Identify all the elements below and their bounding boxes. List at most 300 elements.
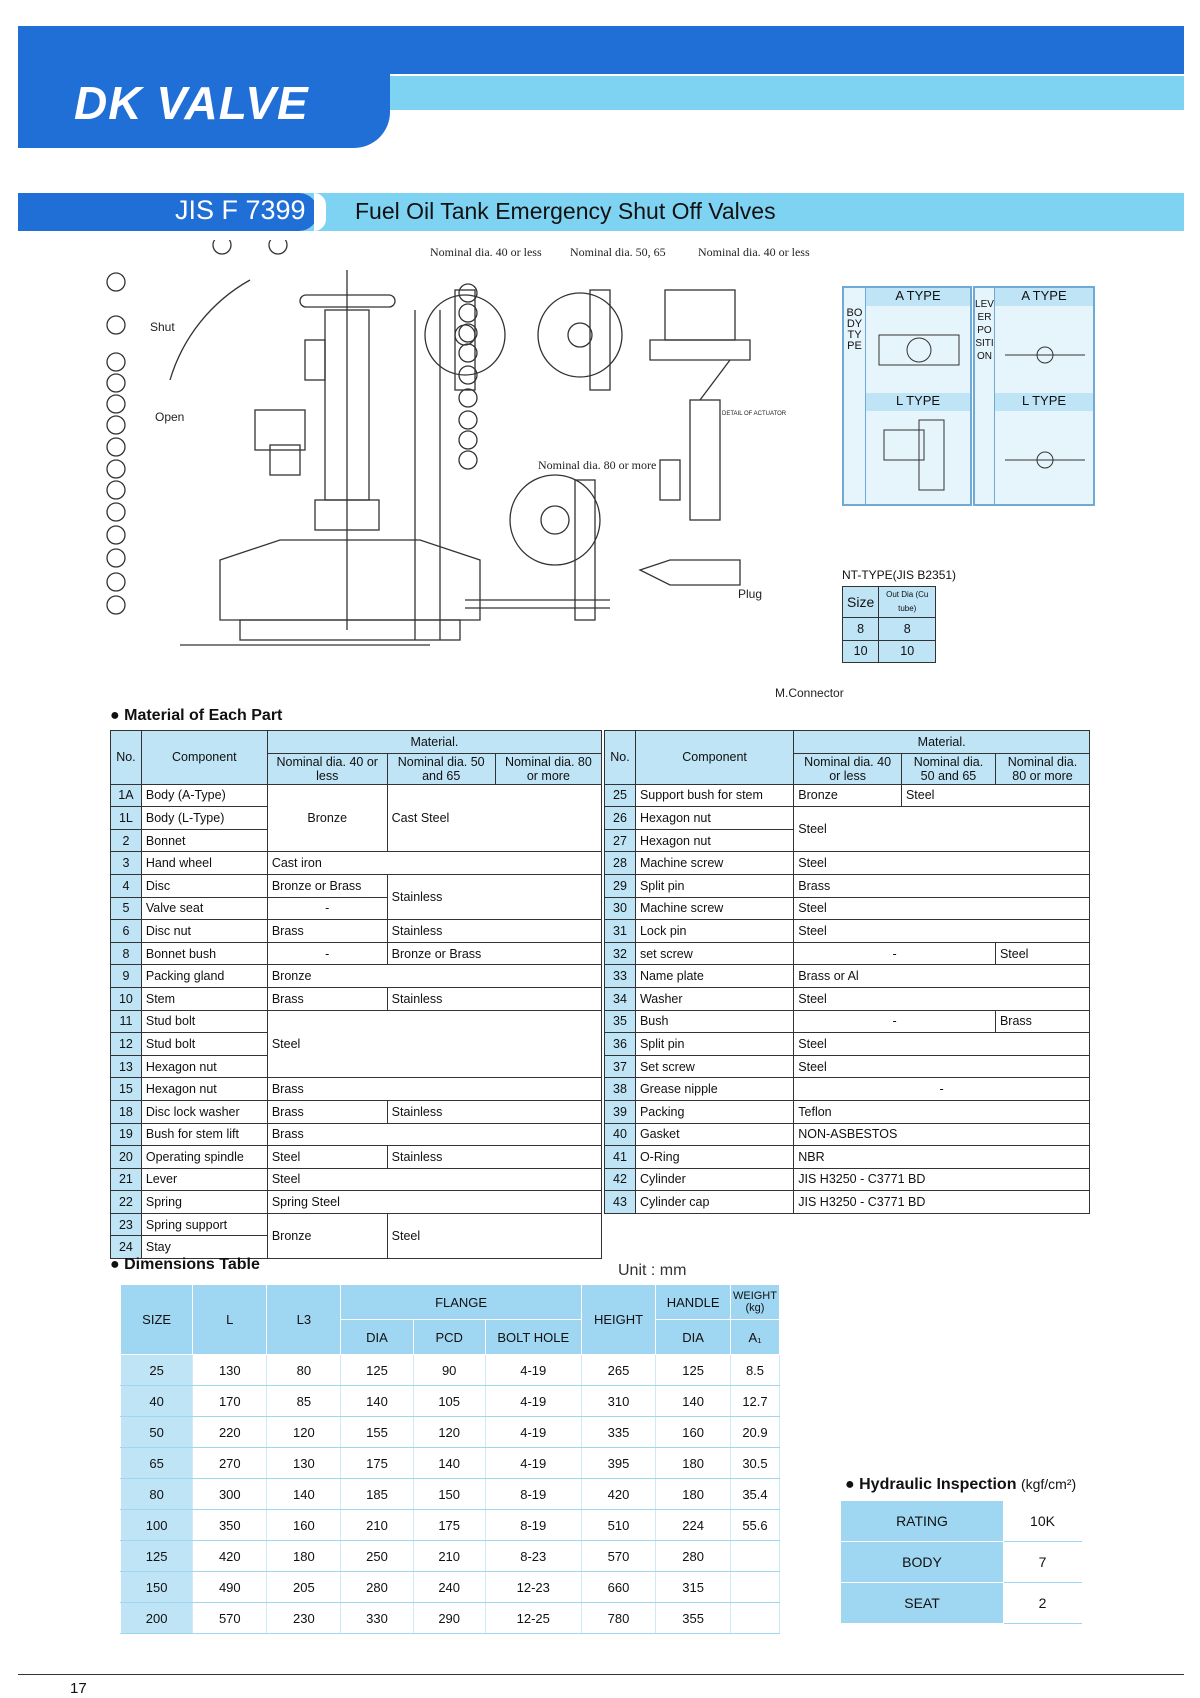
table-row (121, 1541, 780, 1572)
material-cell: Steel (267, 1146, 387, 1169)
part-name: Valve seat (141, 897, 267, 920)
part-name: Gasket (635, 1123, 793, 1146)
dim-value-cell: 265 (581, 1355, 656, 1386)
table-row (121, 1448, 780, 1479)
part-name: Split pin (635, 1033, 793, 1056)
part-name: Bonnet bush (141, 942, 267, 965)
material-cell: Brass (267, 1123, 601, 1146)
dim-col-weight-sub: A₁ (730, 1320, 779, 1355)
dim-value-cell: 4-19 (485, 1417, 581, 1448)
table-row (605, 920, 1090, 943)
dim-value-cell: 90 (413, 1355, 485, 1386)
material-cell: JIS H3250 - C3771 BD (794, 1168, 1090, 1191)
material-cell: Brass (995, 1010, 1089, 1033)
table-row (121, 1572, 780, 1603)
table-row (121, 1603, 780, 1634)
table-row (605, 965, 1090, 988)
part-no: 6 (111, 920, 142, 943)
part-name: Packing (635, 1100, 793, 1123)
dim-value-cell: 310 (581, 1386, 656, 1417)
material-cell: Brass (267, 920, 387, 943)
table-row (605, 807, 1090, 830)
part-name: Disc nut (141, 920, 267, 943)
material-cell: Bronze (794, 784, 902, 807)
dim-value-cell (730, 1572, 779, 1603)
dim-value-cell: 660 (581, 1572, 656, 1603)
table-row (111, 965, 602, 988)
table-row (121, 1510, 780, 1541)
materials-section-title: ● Material of Each Part (110, 707, 283, 724)
dim-value-cell: 140 (656, 1386, 731, 1417)
part-no: 43 (605, 1191, 636, 1214)
material-cell: Stainless (387, 987, 601, 1010)
part-name: Hand wheel (141, 852, 267, 875)
hydraulic-key: SEAT (841, 1583, 1004, 1624)
part-name: Support bush for stem (635, 784, 793, 807)
material-cell: Brass (794, 874, 1090, 897)
dim-value-cell: 175 (341, 1448, 413, 1479)
part-name: Hexagon nut (635, 829, 793, 852)
dim-value-cell (730, 1603, 779, 1634)
dim-col-dia: DIA (341, 1320, 413, 1355)
dim-value-cell: 120 (267, 1417, 341, 1448)
dim-value-cell: 4-19 (485, 1448, 581, 1479)
table-row (605, 1010, 1090, 1033)
part-no: 1L (111, 807, 142, 830)
dim-value-cell: 130 (267, 1448, 341, 1479)
dim-value-cell: 155 (341, 1417, 413, 1448)
label-nominal-80: Nominal dia. 80 or more (538, 458, 657, 472)
dim-value-cell: 780 (581, 1603, 656, 1634)
dim-value-cell: 270 (193, 1448, 267, 1479)
dim-value-cell: 80 (267, 1355, 341, 1386)
header-accent-bar (390, 76, 1184, 110)
dim-value-cell: 180 (656, 1448, 731, 1479)
part-name: Stud bolt (141, 1033, 267, 1056)
dim-value-cell: 180 (656, 1479, 731, 1510)
part-no: 13 (111, 1055, 142, 1078)
dim-value-cell: 8-19 (485, 1479, 581, 1510)
part-name: Packing gland (141, 965, 267, 988)
table-row (111, 1010, 602, 1033)
dim-size-cell: 65 (121, 1448, 193, 1479)
table-row (111, 1213, 602, 1236)
table-row (111, 1146, 602, 1169)
label-shut: Shut (150, 320, 175, 334)
lever-position-panel (973, 286, 1095, 506)
dim-value-cell: 250 (341, 1541, 413, 1572)
dim-value-cell: 4-19 (485, 1355, 581, 1386)
material-cell: Teflon (794, 1100, 1090, 1123)
part-no: 3 (111, 852, 142, 875)
part-name: Bonnet (141, 829, 267, 852)
part-no: 20 (111, 1146, 142, 1169)
dim-col-flange: FLANGE (341, 1285, 581, 1320)
label-nominal-40-b: Nominal dia. 40 or less (698, 245, 810, 259)
material-cell: NBR (794, 1146, 1090, 1169)
part-no: 24 (111, 1236, 142, 1259)
dim-value-cell: 140 (267, 1479, 341, 1510)
header-bar (18, 26, 1184, 74)
part-no: 30 (605, 897, 636, 920)
dim-value-cell: 30.5 (730, 1448, 779, 1479)
part-name: Body (A-Type) (141, 784, 267, 807)
dim-value-cell: 170 (193, 1386, 267, 1417)
dim-value-cell: 280 (341, 1572, 413, 1603)
table-row (111, 874, 602, 897)
hydraulic-unit: (kgf/cm²) (1020, 1476, 1077, 1492)
part-no: 8 (111, 942, 142, 965)
table-row (111, 1191, 602, 1214)
dim-col-pcd: PCD (413, 1320, 485, 1355)
material-cell: Spring Steel (267, 1191, 601, 1214)
material-cell: Steel (794, 1033, 1090, 1056)
hydraulic-value: 7 (1004, 1542, 1082, 1583)
dim-value-cell: 125 (656, 1355, 731, 1386)
dim-col-handle: HANDLE (656, 1285, 731, 1320)
part-no: 9 (111, 965, 142, 988)
dim-value-cell: 224 (656, 1510, 731, 1541)
col-material: Material. (267, 731, 601, 754)
table-row (605, 987, 1090, 1010)
col-nd-80: Nominal dia. 80 or more (495, 753, 601, 784)
table-row (605, 1123, 1090, 1146)
part-name: Cylinder cap (635, 1191, 793, 1214)
hydraulic-section-title: ● Hydraulic Inspection (kgf/cm²) (845, 1476, 1077, 1493)
part-no: 22 (111, 1191, 142, 1214)
dim-value-cell: 150 (413, 1479, 485, 1510)
part-name: Stud bolt (141, 1010, 267, 1033)
material-cell: Steel (794, 987, 1090, 1010)
part-no: 31 (605, 920, 636, 943)
material-cell: Steel (794, 807, 1090, 852)
dim-size-cell: 80 (121, 1479, 193, 1510)
table-row (605, 897, 1090, 920)
material-cell: Steel (794, 852, 1090, 875)
dim-value-cell: 160 (267, 1510, 341, 1541)
table-row (111, 784, 602, 807)
dim-value-cell: 395 (581, 1448, 656, 1479)
dim-value-cell: 290 (413, 1603, 485, 1634)
dim-size-cell: 150 (121, 1572, 193, 1603)
materials-title-text: Material of Each Part (124, 707, 283, 724)
table-row (841, 1542, 1082, 1583)
lever-position-sketch (1000, 310, 1090, 500)
part-no: 35 (605, 1010, 636, 1033)
dimensions-title-text: Dimensions Table (124, 1256, 260, 1273)
material-cell: Steel (267, 1010, 601, 1078)
dim-value-cell: 8-19 (485, 1510, 581, 1541)
table-row (121, 1479, 780, 1510)
part-no: 42 (605, 1168, 636, 1191)
dim-value-cell: 175 (413, 1510, 485, 1541)
col-material: Material. (794, 731, 1090, 754)
nt-outdia-cell: 8 (879, 618, 936, 641)
part-name: Set screw (635, 1055, 793, 1078)
dim-value-cell: 210 (341, 1510, 413, 1541)
dimensions-section-title: ● Dimensions Table (110, 1256, 260, 1273)
material-cell: Stainless (387, 1146, 601, 1169)
material-cell: Cast iron (267, 852, 601, 875)
dim-size-cell: 25 (121, 1355, 193, 1386)
materials-table-left (110, 730, 602, 1259)
material-cell: - (794, 1010, 996, 1033)
table-row (605, 784, 1090, 807)
part-name: Spring (141, 1191, 267, 1214)
label-open: Open (155, 410, 185, 424)
table-row (111, 1123, 602, 1146)
dim-value-cell: 210 (413, 1541, 485, 1572)
dim-value-cell: 300 (193, 1479, 267, 1510)
dim-value-cell: 105 (413, 1386, 485, 1417)
col-nd-80: Nominal dia. 80 or more (995, 753, 1089, 784)
material-cell: Steel (995, 942, 1089, 965)
part-no: 29 (605, 874, 636, 897)
table-row (841, 1501, 1082, 1542)
footer-rule (18, 1674, 1184, 1675)
dim-value-cell: 220 (193, 1417, 267, 1448)
table-row (841, 1583, 1082, 1624)
material-cell: Stainless (387, 1100, 601, 1123)
material-cell: Brass (267, 1100, 387, 1123)
material-cell: Steel (267, 1168, 601, 1191)
part-name: Split pin (635, 874, 793, 897)
part-no: 23 (111, 1213, 142, 1236)
material-cell: - (267, 942, 387, 965)
part-name: Lock pin (635, 920, 793, 943)
pill-edge (314, 193, 326, 231)
part-name: O-Ring (635, 1146, 793, 1169)
material-cell: Steel (794, 897, 1090, 920)
hydraulic-table (840, 1500, 1082, 1624)
dim-value-cell: 330 (341, 1603, 413, 1634)
dim-value-cell: 35.4 (730, 1479, 779, 1510)
table-row (605, 1078, 1090, 1101)
label-nominal-50-65: Nominal dia. 50, 65 (570, 245, 666, 259)
dim-value-cell: 160 (656, 1417, 731, 1448)
material-cell: - (794, 942, 996, 965)
lever-position-side-title: LEVER POSITION (975, 288, 995, 504)
table-row (605, 1100, 1090, 1123)
dimensions-body (121, 1355, 780, 1634)
brand-title: DK VALVE (74, 77, 309, 129)
part-name: Name plate (635, 965, 793, 988)
dimensions-unit: Unit : mm (618, 1262, 687, 1279)
part-name: Disc lock washer (141, 1100, 267, 1123)
part-no: 37 (605, 1055, 636, 1078)
nt-size-cell: 10 (843, 640, 879, 663)
part-no: 15 (111, 1078, 142, 1101)
material-cell: Bronze or Brass (387, 942, 601, 965)
dim-value-cell: 125 (341, 1355, 413, 1386)
dim-value-cell: 185 (341, 1479, 413, 1510)
dim-value-cell: 12-25 (485, 1603, 581, 1634)
part-no: 36 (605, 1033, 636, 1056)
part-name: Operating spindle (141, 1146, 267, 1169)
dim-value-cell (730, 1541, 779, 1572)
nt-outdia-cell: 10 (879, 640, 936, 663)
part-name: Bush for stem lift (141, 1123, 267, 1146)
part-no: 32 (605, 942, 636, 965)
table-row (111, 1168, 602, 1191)
dim-value-cell: 140 (341, 1386, 413, 1417)
part-no: 34 (605, 987, 636, 1010)
material-cell: JIS H3250 - C3771 BD (794, 1191, 1090, 1214)
part-no: 39 (605, 1100, 636, 1123)
part-no: 40 (605, 1123, 636, 1146)
dim-value-cell: 55.6 (730, 1510, 779, 1541)
material-cell: Stainless (387, 874, 601, 919)
table-row (605, 1146, 1090, 1169)
body-type-panel (842, 286, 972, 506)
hydraulic-key: BODY (841, 1542, 1004, 1583)
table-row (121, 1417, 780, 1448)
dim-size-cell: 100 (121, 1510, 193, 1541)
part-no: 21 (111, 1168, 142, 1191)
part-name: Body (L-Type) (141, 807, 267, 830)
part-name: Hexagon nut (141, 1055, 267, 1078)
part-name: Hexagon nut (141, 1078, 267, 1101)
dim-col-weight: WEIGHT (kg) (730, 1285, 779, 1320)
table-row (111, 1100, 602, 1123)
dim-col-height: HEIGHT (581, 1285, 656, 1355)
standard-code: JIS F 7399 (175, 195, 306, 225)
material-cell: Brass (267, 1078, 601, 1101)
part-no: 25 (605, 784, 636, 807)
body-type-a-label: A TYPE (866, 288, 970, 306)
material-cell: Steel (387, 1213, 601, 1258)
dim-col-size: SIZE (121, 1285, 193, 1355)
part-name: Washer (635, 987, 793, 1010)
col-no: No. (111, 731, 142, 785)
part-no: 38 (605, 1078, 636, 1101)
part-no: 27 (605, 829, 636, 852)
part-name: Machine screw (635, 852, 793, 875)
dim-value-cell: 280 (656, 1541, 731, 1572)
dim-value-cell: 350 (193, 1510, 267, 1541)
part-name: Spring support (141, 1213, 267, 1236)
dim-value-cell: 180 (267, 1541, 341, 1572)
hydraulic-value: 2 (1004, 1583, 1082, 1624)
part-name: Stay (141, 1236, 267, 1259)
label-m-connector: M.Connector (775, 686, 844, 700)
part-no: 26 (605, 807, 636, 830)
part-no: 33 (605, 965, 636, 988)
lever-type-a-label: A TYPE (995, 288, 1093, 306)
table-row (111, 920, 602, 943)
part-name: Hexagon nut (635, 807, 793, 830)
dim-size-cell: 200 (121, 1603, 193, 1634)
part-name: set screw (635, 942, 793, 965)
dimensions-table (120, 1284, 780, 1634)
dim-value-cell: 420 (193, 1541, 267, 1572)
table-row (605, 852, 1090, 875)
table-row (111, 1078, 602, 1101)
table-row (121, 1355, 780, 1386)
part-no: 41 (605, 1146, 636, 1169)
part-name: Lever (141, 1168, 267, 1191)
hydraulic-key: RATING (841, 1501, 1004, 1542)
material-cell: Bronze or Brass (267, 874, 387, 897)
material-cell: Steel (901, 784, 1089, 807)
part-no: 4 (111, 874, 142, 897)
col-no: No. (605, 731, 636, 785)
dim-value-cell: 20.9 (730, 1417, 779, 1448)
dim-col-bolt: BOLT HOLE (485, 1320, 581, 1355)
dim-value-cell: 510 (581, 1510, 656, 1541)
nt-type-title: NT-TYPE(JIS B2351) (842, 568, 957, 582)
table-row (605, 1033, 1090, 1056)
dim-value-cell: 140 (413, 1448, 485, 1479)
label-plug: Plug (738, 587, 763, 601)
material-cell: Bronze (267, 1213, 387, 1258)
body-type-l-label: L TYPE (866, 393, 970, 411)
table-row (111, 852, 602, 875)
col-component: Component (141, 731, 267, 785)
part-no: 11 (111, 1010, 142, 1033)
dim-value-cell: 490 (193, 1572, 267, 1603)
part-no: 1A (111, 784, 142, 807)
dim-size-cell: 125 (121, 1541, 193, 1572)
nt-size-cell: 8 (843, 618, 879, 641)
table-row (121, 1386, 780, 1417)
material-cell: Bronze (267, 965, 601, 988)
dim-value-cell: 130 (193, 1355, 267, 1386)
dim-col-l: L (193, 1285, 267, 1355)
dim-value-cell: 240 (413, 1572, 485, 1603)
part-no: 12 (111, 1033, 142, 1056)
part-no: 2 (111, 829, 142, 852)
material-cell: Stainless (387, 920, 601, 943)
hydraulic-title-text: Hydraulic Inspection (859, 1476, 1017, 1493)
dim-value-cell: 85 (267, 1386, 341, 1417)
dim-value-cell: 120 (413, 1417, 485, 1448)
dim-value-cell: 315 (656, 1572, 731, 1603)
lever-type-l-label: L TYPE (995, 393, 1093, 411)
col-nd-50-65: Nominal dia. 50 and 65 (901, 753, 995, 784)
dim-value-cell: 12-23 (485, 1572, 581, 1603)
table-row (111, 942, 602, 965)
dim-value-cell: 570 (581, 1541, 656, 1572)
table-row (605, 1055, 1090, 1078)
col-nd-40: Nominal dia. 40 or less (794, 753, 902, 784)
dim-value-cell: 230 (267, 1603, 341, 1634)
dim-col-l3: L3 (267, 1285, 341, 1355)
material-cell: Brass (267, 987, 387, 1010)
dim-size-cell: 40 (121, 1386, 193, 1417)
table-row (605, 942, 1090, 965)
part-name: Grease nipple (635, 1078, 793, 1101)
material-cell: Cast Steel (387, 784, 601, 852)
table-row (605, 1191, 1090, 1214)
hydraulic-value: 10K (1004, 1501, 1082, 1542)
nt-size-header: Size (843, 587, 879, 618)
body-type-sketch (874, 310, 964, 500)
dim-value-cell: 205 (267, 1572, 341, 1603)
part-name: Stem (141, 987, 267, 1010)
part-no: 5 (111, 897, 142, 920)
page-number: 17 (70, 1680, 87, 1697)
col-nd-50-65: Nominal dia. 50 and 65 (387, 753, 495, 784)
part-no: 18 (111, 1100, 142, 1123)
part-no: 10 (111, 987, 142, 1010)
dim-value-cell: 8-23 (485, 1541, 581, 1572)
materials-table-right (604, 730, 1090, 1214)
table-row (605, 874, 1090, 897)
material-cell: NON-ASBESTOS (794, 1123, 1090, 1146)
table-row (605, 1168, 1090, 1191)
dim-col-handle-dia: DIA (656, 1320, 731, 1355)
